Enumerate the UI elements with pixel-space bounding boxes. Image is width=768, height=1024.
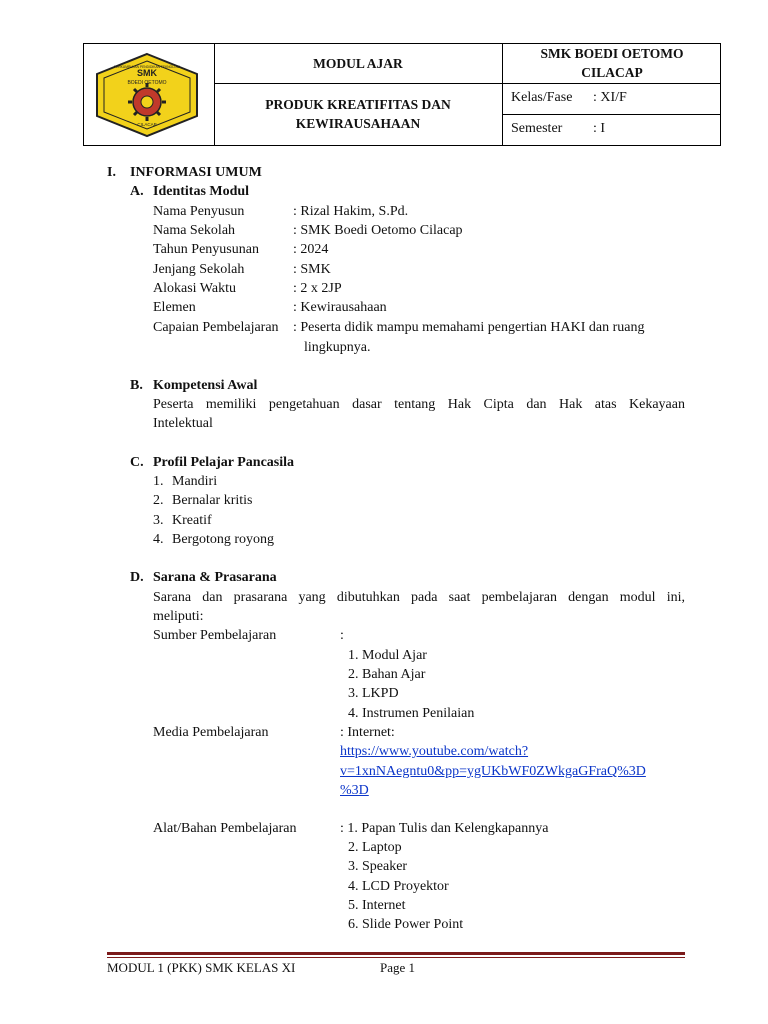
- sumber-colon: :: [340, 628, 344, 643]
- identitas-label: Jenjang Sekolah: [153, 262, 245, 277]
- sumber-item: 4. Instrumen Penilaian: [348, 706, 475, 721]
- list-item-number: 1.: [153, 474, 164, 489]
- page-number: Page 1: [380, 960, 416, 975]
- subject-line2: KEWIRAUSAHAAN: [295, 116, 421, 131]
- capaian-value-line1: : Peserta didik mampu memahami pengertian HAKI dan ruang: [293, 320, 645, 335]
- footer-rule: [107, 952, 685, 955]
- sarana-text-line1: Sarana dan prasarana yang dibutuhkan pada saat pembelajaran dengan modul ini,: [153, 590, 685, 605]
- identitas-label: Nama Penyusun: [153, 204, 245, 219]
- school-name-line1: SMK BOEDI OETOMO: [540, 46, 684, 61]
- subsection-letter-b: B.: [130, 378, 143, 393]
- identitas-value: : 2024: [293, 242, 329, 257]
- alat-item: 5. Internet: [348, 898, 406, 913]
- sumber-item: 1. Modul Ajar: [348, 648, 427, 663]
- alat-item: : 1. Papan Tulis dan Kelengkapannya: [340, 821, 549, 836]
- semester-label: Semester: [511, 121, 563, 136]
- header-table: [83, 43, 721, 146]
- divider: [214, 83, 720, 84]
- capaian-value-line2: lingkupnya.: [304, 340, 371, 355]
- subsection-letter-c: C.: [130, 455, 144, 470]
- list-item-number: 4.: [153, 532, 164, 547]
- subject-line1: PRODUK KREATIFITAS DAN: [265, 97, 451, 112]
- sumber-label: Sumber Pembelajaran: [153, 628, 277, 643]
- capaian-label: Capaian Pembelajaran: [153, 320, 279, 335]
- footer-title: MODUL 1 (PKK) SMK KELAS XI: [107, 960, 296, 975]
- identitas-label: Elemen: [153, 300, 196, 315]
- section-title: INFORMASI UMUM: [130, 165, 262, 180]
- logo-text-smk: SMK: [137, 68, 157, 78]
- alat-label: Alat/Bahan Pembelajaran: [153, 821, 297, 836]
- youtube-link-line1[interactable]: https://www.youtube.com/watch?: [340, 744, 529, 759]
- list-item: Bergotong royong: [172, 532, 275, 547]
- subsection-title-a: Identitas Modul: [153, 184, 250, 199]
- subsection-letter-d: D.: [130, 570, 144, 585]
- youtube-link-line2[interactable]: v=1xnNAegntu0&pp=ygUKbWF0ZWkgaGFraQ%3D: [340, 764, 646, 779]
- identitas-label: Tahun Penyusunan: [153, 242, 259, 257]
- identitas-value: : Kewirausahaan: [293, 300, 387, 315]
- identitas-label: Nama Sekolah: [153, 223, 236, 238]
- sarana-text-line2: meliputi:: [153, 609, 204, 624]
- identitas-value: : 2 x 2JP: [293, 281, 342, 296]
- media-label: Media Pembelajaran: [153, 725, 269, 740]
- sumber-item: 3. LKPD: [348, 686, 399, 701]
- list-item: Mandiri: [172, 474, 218, 489]
- section-number: I.: [107, 165, 116, 180]
- list-item-number: 2.: [153, 493, 164, 508]
- kompetensi-text-line1: Peserta memiliki pengetahuan dasar tentang Hak Cipta dan Hak atas Kekayaan: [153, 397, 685, 412]
- module-title: MODUL AJAR: [313, 56, 403, 71]
- identitas-label: Alokasi Waktu: [153, 281, 236, 296]
- youtube-link-line3[interactable]: %3D: [340, 783, 369, 798]
- alat-item: 3. Speaker: [348, 859, 408, 874]
- logo-text-org: PERKUMPULAN PENDIDIKAN TEKNOLOGI: [113, 65, 181, 69]
- divider: [502, 114, 720, 115]
- list-item: Bernalar kritis: [172, 493, 253, 508]
- identitas-value: : SMK Boedi Oetomo Cilacap: [293, 223, 463, 238]
- kompetensi-text-line2: Intelektual: [153, 416, 213, 431]
- alat-item: 2. Laptop: [348, 840, 402, 855]
- alat-item: 4. LCD Proyektor: [348, 879, 449, 894]
- list-item-number: 3.: [153, 513, 164, 528]
- media-value: : Internet:: [340, 725, 395, 740]
- school-name-line2: CILACAP: [581, 65, 643, 80]
- logo-text-city: CILACAP: [137, 122, 157, 127]
- identitas-value: : SMK: [293, 262, 331, 277]
- logo-text-name: BOEDI OETOMO: [127, 80, 167, 86]
- alat-item: 6. Slide Power Point: [348, 917, 464, 932]
- kelas-value: : XI/F: [593, 90, 627, 105]
- school-logo: [94, 52, 200, 138]
- subsection-title-b: Kompetensi Awal: [153, 378, 258, 393]
- semester-value: : I: [593, 121, 606, 136]
- sumber-item: 2. Bahan Ajar: [348, 667, 426, 682]
- identitas-value: : Rizal Hakim, S.Pd.: [293, 204, 409, 219]
- list-item: Kreatif: [172, 513, 212, 528]
- subsection-title-d: Sarana & Prasarana: [153, 570, 277, 585]
- kelas-label: Kelas/Fase: [511, 90, 573, 105]
- subsection-title-c: Profil Pelajar Pancasila: [153, 455, 295, 470]
- subsection-letter-a: A.: [130, 184, 144, 199]
